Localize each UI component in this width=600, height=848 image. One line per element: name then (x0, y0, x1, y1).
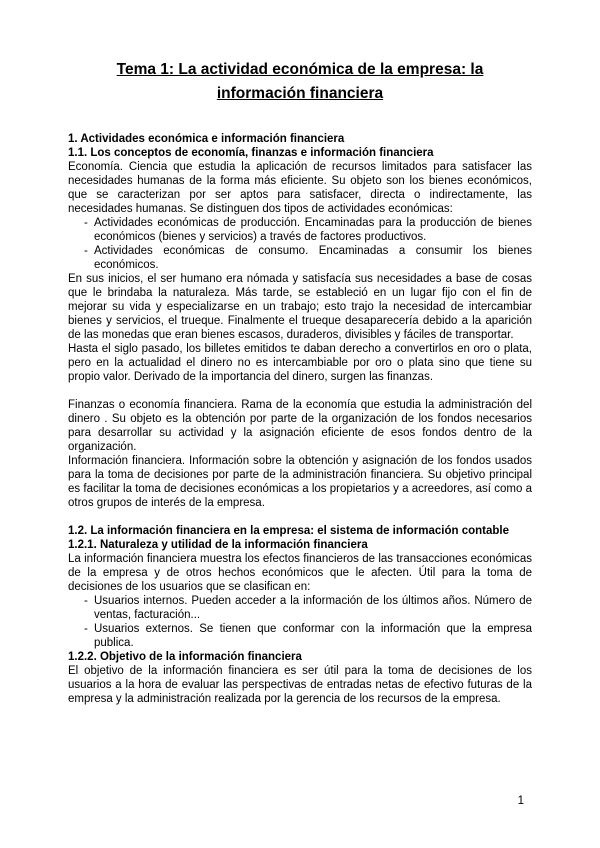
bullet-marker: - (84, 623, 88, 635)
bullet-item (68, 216, 532, 244)
section-heading: 1.1. Los conceptos de economía, finanzas e información financiera (68, 147, 434, 159)
bullet-text: Actividades económicas de consumo. Encaminadas a consumir los bienes económicos. (94, 245, 532, 271)
paragraph: El objetivo de la información financiera es ser útil para la toma de decisiones de los usuarios a la hora de evaluar las perspectivas de entradas netas de efectivo futuras de la empresa y la administración realizada por la gerencia de los recursos de la empresa. (68, 665, 532, 705)
document-body (68, 132, 532, 706)
section-heading: 1.2.2. Objetivo de la información financiera (68, 651, 302, 663)
paragraph: Economía. Ciencia que estudia la aplicación de recursos limitados para satisfacer las necesidades humanas de la forma más eficiente. Su objeto son los bienes económicos, que se caracterizan por ser aptos para satisfacer, directa o indirectamente, las necesidades humanas. Se distinguen dos tipos de actividades económicas: (68, 161, 532, 215)
section-heading: 1. Actividades económica e información financiera (68, 133, 345, 145)
bullet-text: Usuarios internos. Pueden acceder a la información de los últimos años. Número de ventas, facturación... (94, 595, 532, 621)
bullet-item (68, 594, 532, 622)
section-heading: 1.2. La información financiera en la empresa: el sistema de información contable (68, 525, 509, 537)
bullet-item (68, 244, 532, 272)
bullet-marker: - (84, 595, 88, 607)
bullet-marker: - (84, 245, 88, 257)
paragraph: En sus inicios, el ser humano era nómada y satisfacía sus necesidades a base de cosas que le brindaba la naturaleza. Más tarde, se estableció en un lugar fijo con el fin de mejorar su vida y especializarse en un trabajo; esto trajo la necesidad de intercambiar bienes y servicios, el trueque. Finalmente el trueque desaparecería debido a la aparición de las monedas que eran bienes escasos, duraderos, divisibles y fáciles de transportar. (68, 273, 532, 341)
paragraph: Finanzas o economía financiera. Rama de la economía que estudia la administración del dinero . Su objeto es la obtención por parte de la organización de los fondos necesarios para desarrollar su actividad y la asignación eficiente de esos fondos dentro de la organización. (68, 399, 532, 453)
paragraph: Información financiera. Información sobre la obtención y asignación de los fondos usados para la toma de decisiones por parte de la administración financiera. Su objetivo principal es facilitar la toma de decisiones económicas a los propietarios y a acreedores, así como a otros grupos de interés de la empresa. (68, 455, 532, 509)
bullet-text: Actividades económicas de producción. Encaminadas para la producción de bienes económicos (bienes y servicios) a través de factores productivos. (94, 217, 532, 243)
bullet-marker: - (84, 217, 88, 229)
paragraph: La información financiera muestra los efectos financieros de las transacciones económicas de la empresa y de otros hechos económicos que le afecten. Útil para la toma de decisiones de los usuarios que se clasifican en: (68, 553, 532, 593)
bullet-text: Usuarios externos. Se tienen que conformar con la información que la empresa publica. (94, 623, 532, 649)
paragraph: Hasta el siglo pasado, los billetes emitidos te daban derecho a convertirlos en oro o plata, pero en la actualidad el dinero no es intercambiable por oro o plata sino que tiene su propio valor. Derivado de la importancia del dinero, surgen las finanzas. (68, 343, 532, 383)
page-title: Tema 1: La actividad económica de la empresa: la información financiera (116, 61, 484, 102)
bullet-item (68, 622, 532, 650)
page-number: 1 (517, 795, 524, 807)
section-heading: 1.2.1. Naturaleza y utilidad de la información financiera (68, 539, 368, 551)
